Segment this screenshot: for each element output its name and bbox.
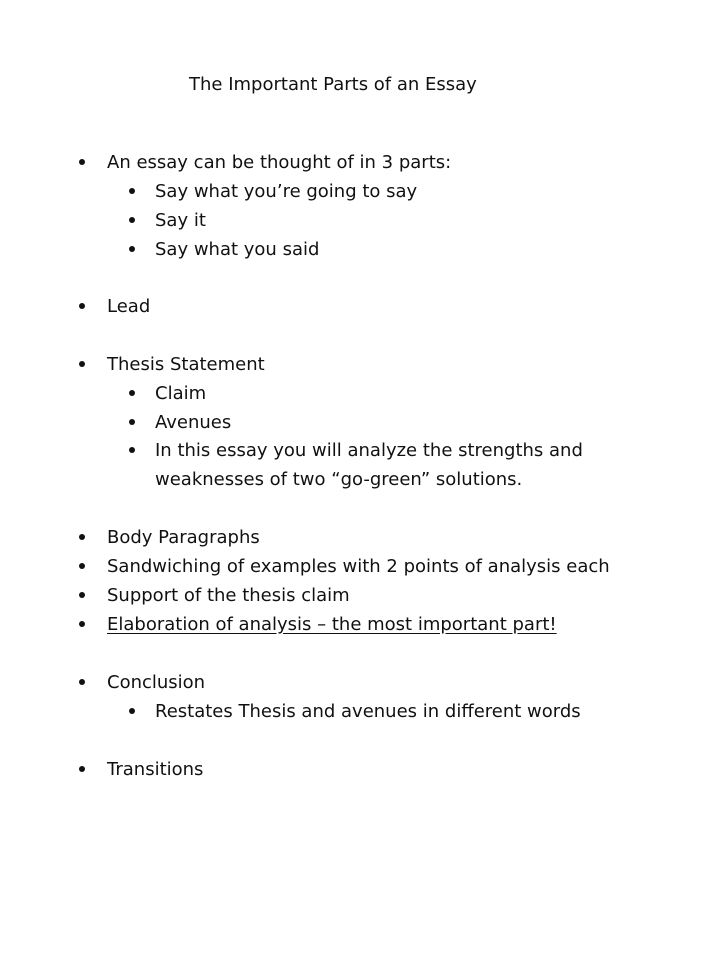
- bullet-icon: [129, 390, 135, 396]
- bullet-icon: [79, 679, 85, 685]
- list-item: Claim: [155, 383, 207, 404]
- bullet-icon: [129, 419, 135, 425]
- list-item: Say it: [155, 210, 206, 231]
- bullet-icon: [129, 708, 135, 714]
- list-item: Restates Thesis and avenues in different words: [155, 701, 581, 722]
- list-item: Support of the thesis claim: [107, 585, 350, 606]
- bullet-icon: [129, 447, 135, 453]
- list-item-continuation: weaknesses of two “go-green” solutions.: [155, 469, 523, 490]
- bullet-icon: [129, 246, 135, 252]
- bullet-icon: [79, 303, 85, 309]
- list-item: Avenues: [155, 412, 232, 433]
- list-item: Conclusion: [107, 672, 206, 693]
- list-item: Lead: [107, 296, 151, 317]
- list-item: In this essay you will analyze the strengths and: [155, 440, 583, 461]
- list-item: Say what you said: [155, 239, 320, 260]
- list-item: Say what you’re going to say: [155, 181, 418, 202]
- list-item: Sandwiching of examples with 2 points of analysis each: [107, 556, 610, 577]
- bullet-icon: [79, 159, 85, 165]
- bullet-icon: [79, 592, 85, 598]
- list-item-emphasized: Elaboration of analysis – the most important part!: [107, 614, 557, 635]
- document-title: The Important Parts of an Essay: [189, 74, 477, 95]
- bullet-icon: [79, 361, 85, 367]
- bullet-icon: [79, 534, 85, 540]
- list-item: An essay can be thought of in 3 parts:: [107, 152, 452, 173]
- bullet-icon: [79, 621, 85, 627]
- list-item: Transitions: [107, 759, 204, 780]
- bullet-icon: [129, 188, 135, 194]
- bullet-icon: [79, 766, 85, 772]
- bullet-icon: [79, 563, 85, 569]
- list-item: Body Paragraphs: [107, 527, 260, 548]
- list-item: Thesis Statement: [107, 354, 265, 375]
- bullet-icon: [129, 217, 135, 223]
